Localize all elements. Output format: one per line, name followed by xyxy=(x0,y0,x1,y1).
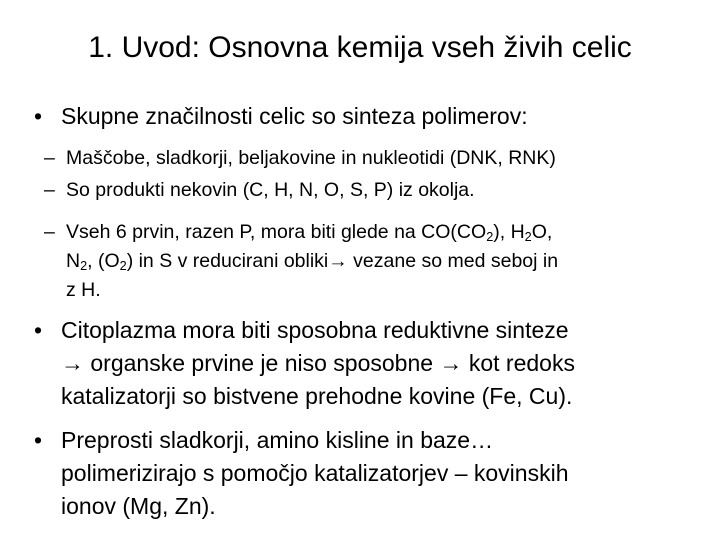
bullet-line: → organske prvine je niso sposobne → kot redoks xyxy=(61,350,575,376)
bullet-item-2 xyxy=(34,314,694,413)
sub-line-2: $N_2$, $(O_2)$ in S v reducirani obliki→ vezane so med seboj in xyxy=(66,250,559,274)
sub-item-2 xyxy=(44,176,704,205)
bullet-text xyxy=(34,424,694,523)
bullet-line: katalizatorji so bistvene prehodne kovine (Fe, Cu). xyxy=(61,383,573,409)
bullet-line: Citoplazma mora biti sposobna reduktivne sinteze xyxy=(61,317,569,343)
bullet-icon: • xyxy=(34,427,43,453)
sub-text: So produkti nekovin (C, H, N, O, S, P) iz okolja. xyxy=(66,179,475,201)
sub-text xyxy=(44,218,704,305)
dash-icon: – xyxy=(44,179,55,201)
slide-title: 1. Uvod: Osnovna kemija vseh živih celic xyxy=(88,31,632,64)
dash-icon: – xyxy=(44,221,55,243)
bullet-item-3 xyxy=(34,424,694,523)
sub-item-1 xyxy=(44,144,704,173)
bullet-item-1 xyxy=(34,100,694,133)
bullet-text xyxy=(34,314,694,413)
bullet-line: polimerizirajo s pomočjo katalizatorjev – kovinskih xyxy=(61,460,569,486)
bullet-text: Skupne značilnosti celic so sinteza polimerov: xyxy=(61,103,528,129)
sub-text: Maščobe, sladkorji, beljakovine in nukleotidi (DNK, RNK) xyxy=(66,147,556,169)
dash-icon: – xyxy=(44,147,55,169)
bullet-icon: • xyxy=(34,103,43,129)
sub-item-3 xyxy=(44,218,704,305)
bullet-line: Preprosti sladkorji, amino kisline in baze… xyxy=(61,427,494,453)
bullet-icon: • xyxy=(34,317,43,343)
sub-line-3: z H. xyxy=(66,279,101,301)
sub-line-1: Vseh 6 prvin, razen P, mora biti glede na $CO(CO_2)$, $H_2O$, xyxy=(66,221,553,245)
bullet-line: ionov (Mg, Zn). xyxy=(61,493,216,519)
